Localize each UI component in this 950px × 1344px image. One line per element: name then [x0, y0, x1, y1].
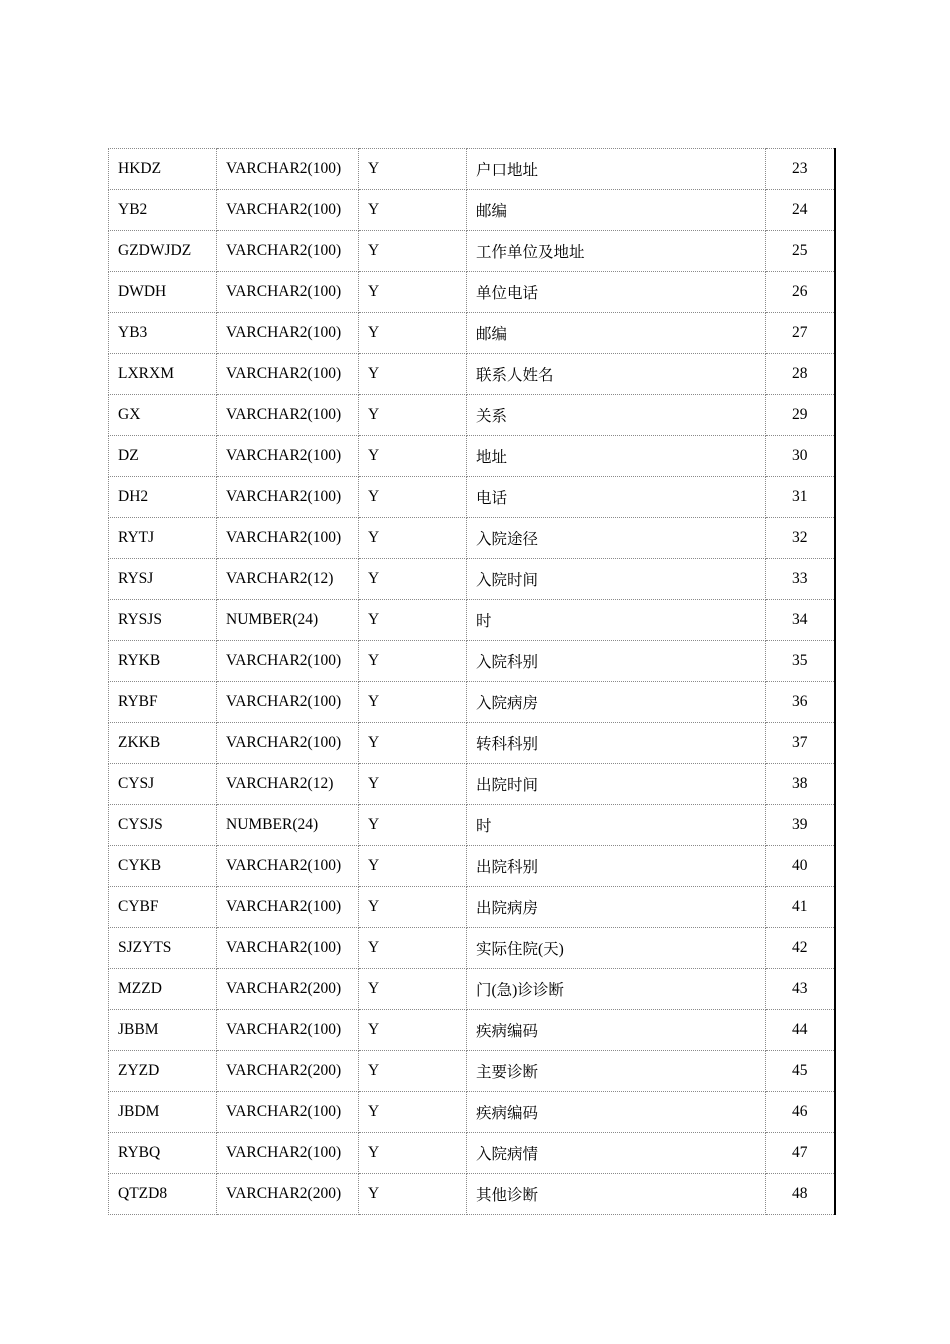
order-number-cell: 28	[766, 354, 835, 395]
nullable-cell: Y	[359, 682, 467, 723]
nullable-cell: Y	[359, 231, 467, 272]
description-cell: 疾病编码	[467, 1092, 766, 1133]
description-cell: 其他诊断	[467, 1174, 766, 1215]
nullable-cell: Y	[359, 1010, 467, 1051]
description-cell: 联系人姓名	[467, 354, 766, 395]
table-row	[109, 1010, 835, 1051]
data-type-cell: VARCHAR2(100)	[217, 518, 359, 559]
nullable-cell: Y	[359, 887, 467, 928]
field-name-cell: DH2	[109, 477, 217, 518]
description-cell: 入院时间	[467, 559, 766, 600]
order-number-cell: 38	[766, 764, 835, 805]
description-cell: 入院科别	[467, 641, 766, 682]
table-row	[109, 682, 835, 723]
order-number-cell: 25	[766, 231, 835, 272]
description-cell: 邮编	[467, 313, 766, 354]
nullable-cell: Y	[359, 928, 467, 969]
description-cell: 出院时间	[467, 764, 766, 805]
nullable-cell: Y	[359, 518, 467, 559]
description-cell: 入院途径	[467, 518, 766, 559]
order-number-cell: 23	[766, 149, 835, 190]
data-type-cell: VARCHAR2(100)	[217, 641, 359, 682]
nullable-cell: Y	[359, 313, 467, 354]
field-name-cell: MZZD	[109, 969, 217, 1010]
table-row	[109, 846, 835, 887]
field-name-cell: YB2	[109, 190, 217, 231]
field-name-cell: GZDWJDZ	[109, 231, 217, 272]
nullable-cell: Y	[359, 559, 467, 600]
description-cell: 实际住院(天)	[467, 928, 766, 969]
data-type-cell: VARCHAR2(100)	[217, 436, 359, 477]
data-type-cell: VARCHAR2(12)	[217, 559, 359, 600]
nullable-cell: Y	[359, 190, 467, 231]
data-type-cell: VARCHAR2(100)	[217, 395, 359, 436]
order-number-cell: 45	[766, 1051, 835, 1092]
order-number-cell: 31	[766, 477, 835, 518]
field-name-cell: RYSJS	[109, 600, 217, 641]
table-row	[109, 518, 835, 559]
field-name-cell: CYSJ	[109, 764, 217, 805]
order-number-cell: 41	[766, 887, 835, 928]
table-row	[109, 600, 835, 641]
nullable-cell: Y	[359, 600, 467, 641]
nullable-cell: Y	[359, 1092, 467, 1133]
field-name-cell: RYBF	[109, 682, 217, 723]
nullable-cell: Y	[359, 723, 467, 764]
description-cell: 时	[467, 805, 766, 846]
table-row	[109, 887, 835, 928]
table-row	[109, 559, 835, 600]
data-type-cell: VARCHAR2(200)	[217, 1174, 359, 1215]
order-number-cell: 40	[766, 846, 835, 887]
description-cell: 入院病房	[467, 682, 766, 723]
order-number-cell: 32	[766, 518, 835, 559]
nullable-cell: Y	[359, 395, 467, 436]
nullable-cell: Y	[359, 1051, 467, 1092]
order-number-cell: 33	[766, 559, 835, 600]
order-number-cell: 30	[766, 436, 835, 477]
data-type-cell: VARCHAR2(200)	[217, 1051, 359, 1092]
description-cell: 单位电话	[467, 272, 766, 313]
nullable-cell: Y	[359, 149, 467, 190]
table-row	[109, 1174, 835, 1215]
nullable-cell: Y	[359, 1174, 467, 1215]
table-row	[109, 354, 835, 395]
data-type-cell: VARCHAR2(100)	[217, 1133, 359, 1174]
nullable-cell: Y	[359, 1133, 467, 1174]
field-name-cell: CYSJS	[109, 805, 217, 846]
table-row	[109, 764, 835, 805]
description-cell: 入院病情	[467, 1133, 766, 1174]
description-cell: 工作单位及地址	[467, 231, 766, 272]
order-number-cell: 42	[766, 928, 835, 969]
nullable-cell: Y	[359, 436, 467, 477]
table-row	[109, 395, 835, 436]
description-cell: 邮编	[467, 190, 766, 231]
description-cell: 出院科别	[467, 846, 766, 887]
nullable-cell: Y	[359, 805, 467, 846]
nullable-cell: Y	[359, 354, 467, 395]
field-name-cell: RYBQ	[109, 1133, 217, 1174]
table-row	[109, 723, 835, 764]
description-cell: 门(急)诊诊断	[467, 969, 766, 1010]
field-name-cell: LXRXM	[109, 354, 217, 395]
data-type-cell: VARCHAR2(200)	[217, 969, 359, 1010]
data-type-cell: VARCHAR2(100)	[217, 354, 359, 395]
order-number-cell: 24	[766, 190, 835, 231]
nullable-cell: Y	[359, 272, 467, 313]
table-row	[109, 313, 835, 354]
order-number-cell: 34	[766, 600, 835, 641]
order-number-cell: 43	[766, 969, 835, 1010]
field-name-cell: DZ	[109, 436, 217, 477]
data-type-cell: VARCHAR2(100)	[217, 723, 359, 764]
table-row	[109, 477, 835, 518]
field-name-cell: HKDZ	[109, 149, 217, 190]
field-name-cell: QTZD8	[109, 1174, 217, 1215]
data-type-cell: VARCHAR2(100)	[217, 313, 359, 354]
table-row	[109, 1092, 835, 1133]
table-row	[109, 149, 835, 190]
order-number-cell: 35	[766, 641, 835, 682]
order-number-cell: 46	[766, 1092, 835, 1133]
data-type-cell: VARCHAR2(100)	[217, 190, 359, 231]
order-number-cell: 36	[766, 682, 835, 723]
data-type-cell: NUMBER(24)	[217, 805, 359, 846]
order-number-cell: 26	[766, 272, 835, 313]
field-name-cell: JBBM	[109, 1010, 217, 1051]
data-type-cell: NUMBER(24)	[217, 600, 359, 641]
description-cell: 电话	[467, 477, 766, 518]
table-row	[109, 1133, 835, 1174]
data-type-cell: VARCHAR2(12)	[217, 764, 359, 805]
field-name-cell: RYTJ	[109, 518, 217, 559]
field-name-cell: JBDM	[109, 1092, 217, 1133]
order-number-cell: 27	[766, 313, 835, 354]
table-row	[109, 190, 835, 231]
data-type-cell: VARCHAR2(100)	[217, 1092, 359, 1133]
table-row	[109, 969, 835, 1010]
order-number-cell: 37	[766, 723, 835, 764]
order-number-cell: 44	[766, 1010, 835, 1051]
order-number-cell: 39	[766, 805, 835, 846]
data-type-cell: VARCHAR2(100)	[217, 928, 359, 969]
description-cell: 转科科别	[467, 723, 766, 764]
data-type-cell: VARCHAR2(100)	[217, 272, 359, 313]
table-row	[109, 231, 835, 272]
description-cell: 地址	[467, 436, 766, 477]
nullable-cell: Y	[359, 846, 467, 887]
field-name-cell: CYBF	[109, 887, 217, 928]
nullable-cell: Y	[359, 969, 467, 1010]
data-type-cell: VARCHAR2(100)	[217, 1010, 359, 1051]
nullable-cell: Y	[359, 477, 467, 518]
description-cell: 疾病编码	[467, 1010, 766, 1051]
field-name-cell: RYSJ	[109, 559, 217, 600]
data-type-cell: VARCHAR2(100)	[217, 682, 359, 723]
field-name-cell: ZKKB	[109, 723, 217, 764]
table-row	[109, 272, 835, 313]
field-name-cell: CYKB	[109, 846, 217, 887]
data-type-cell: VARCHAR2(100)	[217, 477, 359, 518]
field-name-cell: ZYZD	[109, 1051, 217, 1092]
table-row	[109, 928, 835, 969]
field-name-cell: GX	[109, 395, 217, 436]
order-number-cell: 47	[766, 1133, 835, 1174]
field-name-cell: DWDH	[109, 272, 217, 313]
order-number-cell: 48	[766, 1174, 835, 1215]
field-name-cell: YB3	[109, 313, 217, 354]
nullable-cell: Y	[359, 641, 467, 682]
table-row	[109, 436, 835, 477]
order-number-cell: 29	[766, 395, 835, 436]
description-cell: 主要诊断	[467, 1051, 766, 1092]
field-name-cell: SJZYTS	[109, 928, 217, 969]
data-type-cell: VARCHAR2(100)	[217, 149, 359, 190]
data-type-cell: VARCHAR2(100)	[217, 887, 359, 928]
nullable-cell: Y	[359, 764, 467, 805]
data-type-cell: VARCHAR2(100)	[217, 846, 359, 887]
description-cell: 出院病房	[467, 887, 766, 928]
description-cell: 户口地址	[467, 149, 766, 190]
description-cell: 时	[467, 600, 766, 641]
table-row	[109, 641, 835, 682]
table-body	[109, 149, 835, 1215]
field-definition-table	[108, 148, 836, 1215]
table-row	[109, 805, 835, 846]
description-cell: 关系	[467, 395, 766, 436]
data-type-cell: VARCHAR2(100)	[217, 231, 359, 272]
table-row	[109, 1051, 835, 1092]
field-name-cell: RYKB	[109, 641, 217, 682]
